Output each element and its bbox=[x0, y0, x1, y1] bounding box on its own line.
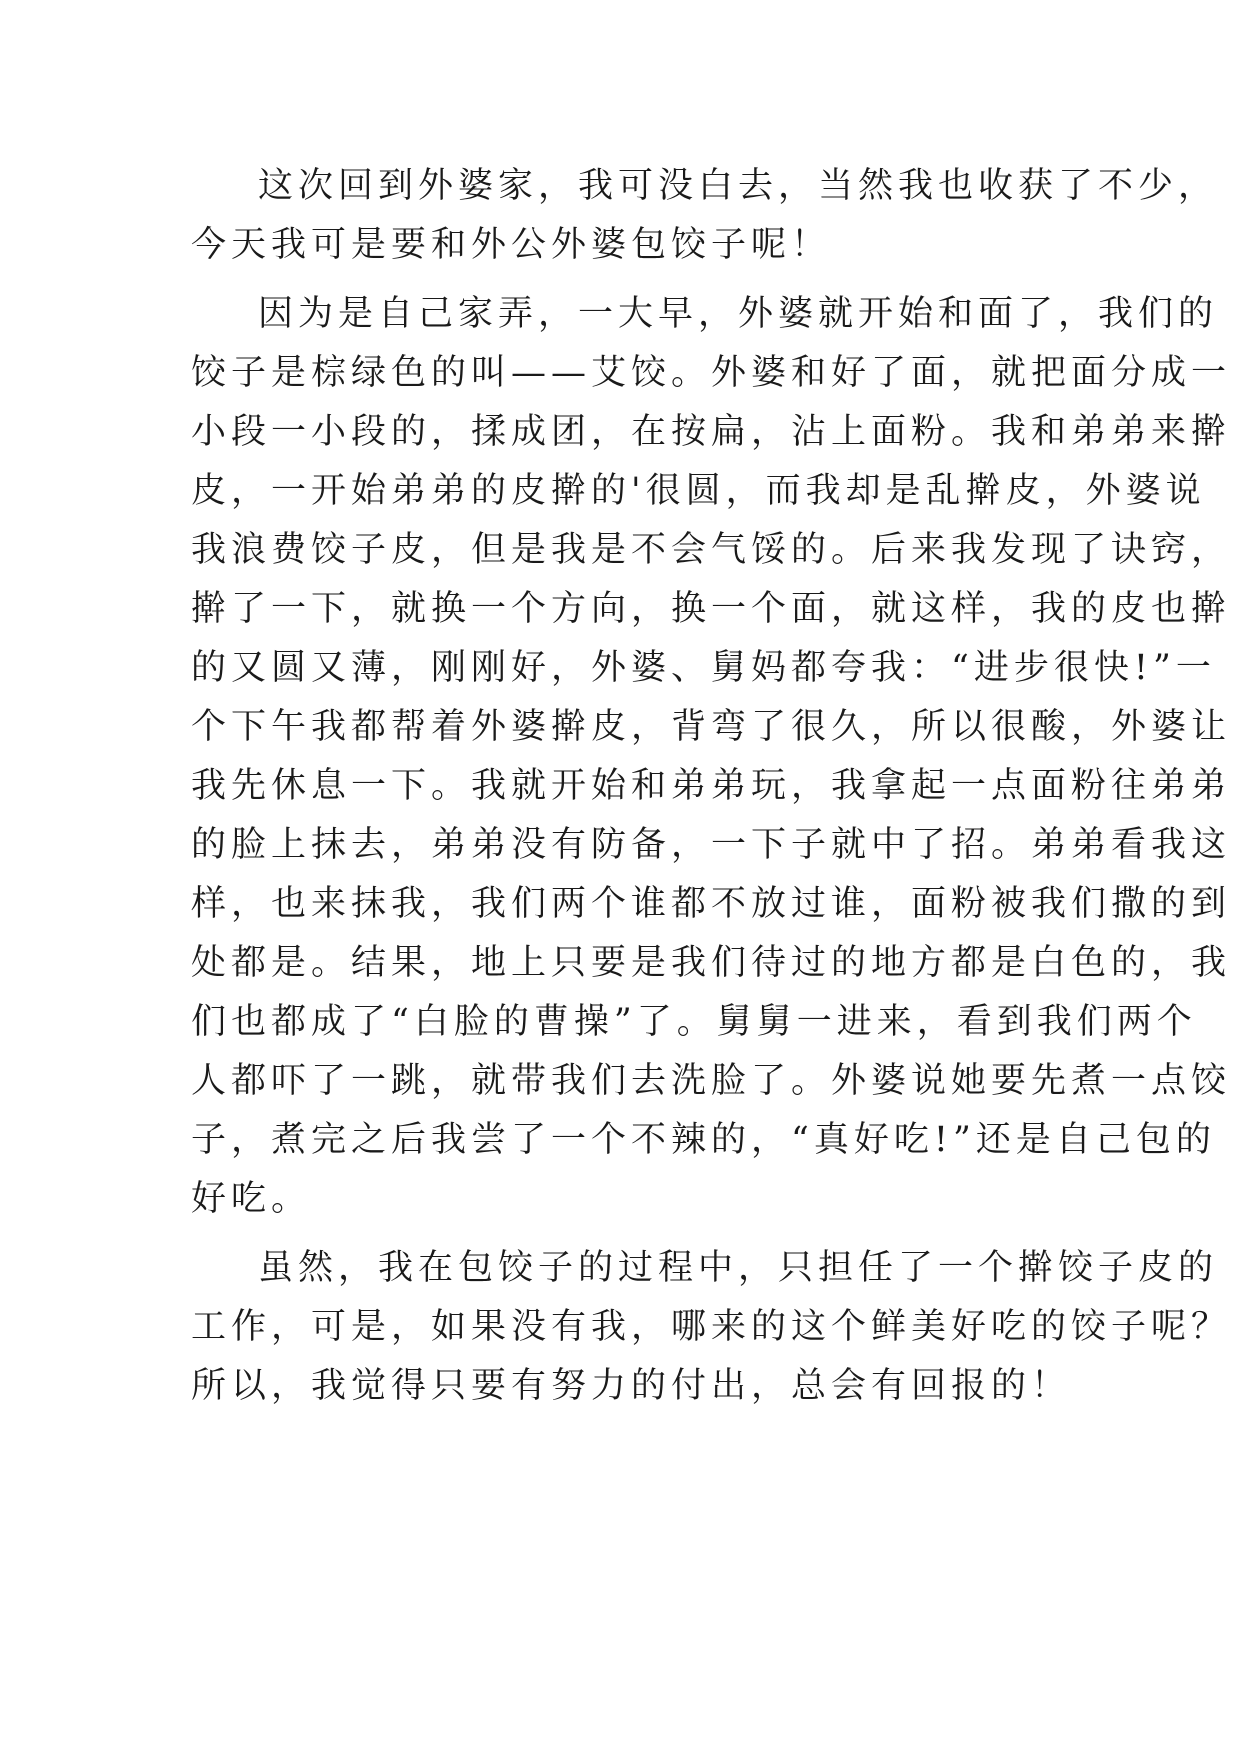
paragraph-line: 们也都成了“白脸的曹操”了。舅舅一进来，看到我们两个 bbox=[191, 1002, 1197, 1042]
paragraph-line: 我先休息一下。我就开始和弟弟玩，我拿起一点面粉往弟弟 bbox=[191, 766, 1232, 806]
paragraph-line: 的脸上抹去，弟弟没有防备，一下子就中了招。弟弟看我这 bbox=[191, 825, 1232, 865]
paragraph-line: 的又圆又薄，刚刚好，外婆、舅妈都夸我：“进步很快!”一 bbox=[191, 648, 1216, 688]
paragraph-line: 皮，一开始弟弟的皮擀的'很圆，而我却是乱擀皮，外婆说 bbox=[191, 471, 1206, 511]
paragraph-line: 今天我可是要和外公外婆包饺子呢！ bbox=[191, 225, 832, 265]
paragraph-line: 所以，我觉得只要有努力的付出，总会有回报的！ bbox=[191, 1366, 1072, 1406]
paragraph-line: 处都是。结果，地上只要是我们待过的地方都是白色的，我 bbox=[191, 943, 1232, 983]
paragraph-line: 擀了一下，就换一个方向，换一个面，就这样，我的皮也擀 bbox=[191, 589, 1232, 629]
paragraph-line: 工作，可是，如果没有我，哪来的这个鲜美好吃的饺子呢？ bbox=[191, 1307, 1232, 1347]
paragraph-line: 因为是自己家弄，一大早，外婆就开始和面了，我们的 bbox=[258, 294, 1219, 334]
paragraph-line: 好吃。 bbox=[191, 1179, 312, 1219]
paragraph-line: 这次回到外婆家，我可没白去，当然我也收获了不少， bbox=[258, 166, 1219, 206]
paragraph-line: 饺子是棕绿色的叫——艾饺。外婆和好了面，就把面分成一 bbox=[191, 353, 1232, 393]
paragraph-line: 我浪费饺子皮，但是我是不会气馁的。后来我发现了诀窍， bbox=[191, 530, 1232, 570]
paragraph-3 bbox=[191, 1239, 1232, 1416]
paragraph-2 bbox=[191, 285, 1232, 1229]
paragraph-line: 样，也来抹我，我们两个谁都不放过谁，面粉被我们撒的到 bbox=[191, 884, 1232, 924]
essay-body bbox=[191, 157, 1232, 1416]
paragraph-line: 人都吓了一跳，就带我们去洗脸了。外婆说她要先煮一点饺 bbox=[191, 1061, 1232, 1101]
paragraph-line: 虽然，我在包饺子的过程中，只担任了一个擀饺子皮的 bbox=[258, 1248, 1219, 1288]
paragraph-line: 小段一小段的，揉成团，在按扁，沾上面粉。我和弟弟来擀 bbox=[191, 412, 1232, 452]
paragraph-line: 子，煮完之后我尝了一个不辣的，“真好吃!”还是自己包的 bbox=[191, 1120, 1216, 1160]
paragraph-line: 个下午我都帮着外婆擀皮，背弯了很久，所以很酸，外婆让 bbox=[191, 707, 1232, 747]
paragraph-1 bbox=[191, 157, 1219, 275]
